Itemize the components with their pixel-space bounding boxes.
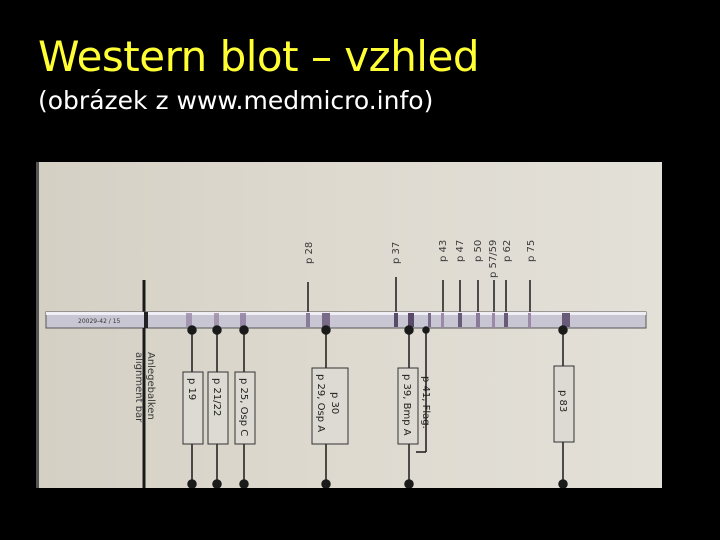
- label-p47: p 47: [455, 239, 466, 262]
- marker-lines-top: [144, 277, 530, 314]
- box-label-p25-ospc: p 25, Osp C: [238, 378, 249, 437]
- strip-id: 20029-42 / 15: [78, 318, 121, 325]
- slide-title: Western blot – vzhled: [38, 32, 479, 81]
- label-p57-59: p 57/59: [488, 239, 499, 278]
- box-label-p29-ospa: p 29, Osp A: [315, 374, 326, 433]
- alignment-label-en: alignment bar: [133, 352, 144, 423]
- alignment-label-de: Anlegebalken: [145, 352, 156, 420]
- slide-subtitle: (obrázek z www.medmicro.info): [38, 86, 434, 115]
- antigen-boxes: [183, 366, 574, 444]
- label-p50: p 50: [473, 239, 484, 262]
- label-p28: p 28: [304, 241, 315, 264]
- box-label-p19: p 19: [186, 378, 197, 401]
- label-p43: p 43: [438, 239, 449, 262]
- box-label-p83: p 83: [557, 390, 568, 413]
- box-label-p30: p 30: [329, 392, 340, 415]
- test-strip: [46, 312, 646, 328]
- label-p37: p 37: [391, 241, 402, 264]
- label-p75: p 75: [526, 239, 537, 262]
- box-label-p39-bmpa: p 39, Bmp A: [401, 374, 412, 436]
- box-label-p21-22: p 21/22: [211, 378, 222, 417]
- blot-diagram: [36, 162, 662, 488]
- western-blot-photo: [36, 162, 662, 488]
- label-p41-flag: p 41, Flag.: [420, 376, 431, 429]
- label-p62: p 62: [502, 239, 513, 262]
